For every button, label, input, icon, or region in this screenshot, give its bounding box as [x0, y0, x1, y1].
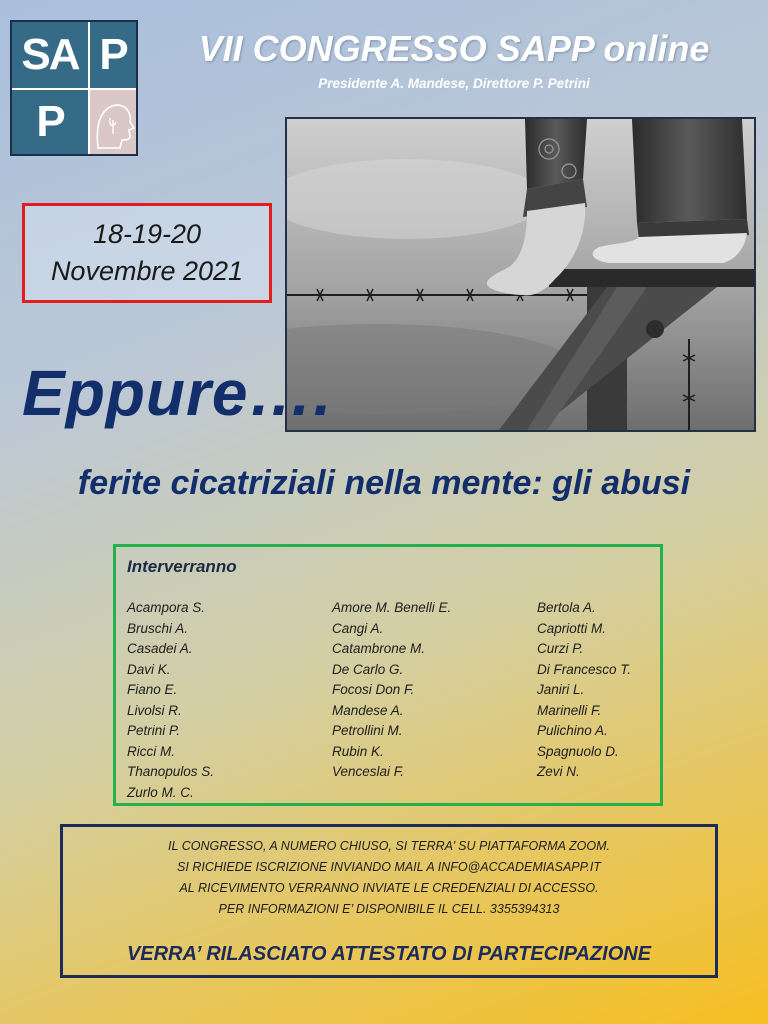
- speaker-name: De Carlo G.: [332, 661, 404, 677]
- speaker-name: Focosi Don F.: [332, 682, 415, 697]
- speaker-name: Rubin K.: [332, 743, 384, 759]
- attestato-notice: VERRA’ RILASCIATO ATTESTATO DI PARTECIPAZIONE: [126, 943, 652, 965]
- speaker-name: Zevi N.: [537, 764, 580, 779]
- speaker-name: Thanopulos S.: [127, 764, 215, 779]
- logo-letter-p: P: [90, 22, 136, 88]
- speaker-name: Di Francesco T.: [537, 661, 632, 677]
- speaker-name: Marinelli F.: [537, 702, 602, 718]
- info-lines: [63, 836, 715, 920]
- speaker-name: Bruschi A.: [127, 620, 189, 636]
- speaker-name: Mandese A.: [332, 702, 404, 718]
- logo-letter-p-bottom: P: [12, 90, 88, 154]
- speaker-name: Curzi P.: [537, 641, 584, 656]
- speaker-name: Livolsi R.: [127, 702, 182, 718]
- speaker-name: Zurlo M. C.: [127, 784, 194, 800]
- date-box: [22, 203, 272, 303]
- bare-feet-on-barbed-wire-photo: [285, 117, 756, 432]
- theme-subtitle: ferite cicatriziali nella mente: gli abusi: [77, 464, 691, 502]
- speaker-name: Venceslai F.: [332, 764, 405, 779]
- congress-title: VII CONGRESSO SAPP online: [198, 28, 710, 69]
- speaker-name: Catambrone M.: [332, 641, 426, 656]
- logo-letters-sa: S A: [12, 22, 88, 88]
- speakers-column-1: [127, 598, 214, 803]
- speakers-heading: Interverranno: [127, 557, 237, 576]
- date-days: 18-19-20: [92, 219, 202, 249]
- speaker-name: Fiano E.: [127, 682, 178, 697]
- speaker-name: Amore M. Benelli E.: [332, 600, 452, 615]
- speaker-name: Bertola A.: [537, 600, 596, 615]
- info-box: [60, 824, 718, 978]
- speaker-name: Capriotti M.: [537, 620, 607, 636]
- speaker-name: Janiri L.: [537, 682, 585, 697]
- speaker-name: Casadei A.: [127, 641, 193, 656]
- congress-subtitle: Presidente A. Mandese, Direttore P. Petrini: [318, 76, 590, 91]
- speaker-name: Acampora S.: [127, 600, 206, 615]
- date-month-year: Novembre 2021: [50, 256, 244, 286]
- info-line-credentials: AL RICEVIMENTO VERRANNO INVIATE LE CREDENZIALI DI ACCESSO.: [179, 881, 599, 895]
- speakers-column-3: [537, 598, 631, 783]
- speaker-name: Petrollini M.: [332, 723, 403, 738]
- info-line-phone: PER INFORMAZIONI E’ DISPONIBILE IL CELL. 3355394313: [218, 902, 560, 916]
- info-line-registration: SI RICHIEDE ISCRIZIONE INVIANDO MAIL A INFO@ACCADEMIASAPP.IT: [177, 860, 601, 874]
- speakers-column-2: [332, 598, 451, 783]
- speaker-name: Ricci M.: [127, 743, 175, 759]
- speaker-name: Davi K.: [127, 661, 171, 677]
- head-profile-icon: [90, 90, 136, 154]
- speaker-name: Spagnuolo D.: [537, 743, 619, 759]
- headline: Eppure….: [22, 357, 333, 429]
- info-line-platform: IL CONGRESSO, A NUMERO CHIUSO, SI TERRA’ SU PIATTAFORMA ZOOM.: [168, 839, 610, 853]
- speaker-name: Cangi A.: [332, 620, 384, 636]
- speaker-name: Pulichino A.: [537, 723, 608, 738]
- speakers-box: [113, 544, 663, 806]
- sapp-logo: [10, 20, 138, 156]
- speaker-name: Petrini P.: [127, 723, 181, 738]
